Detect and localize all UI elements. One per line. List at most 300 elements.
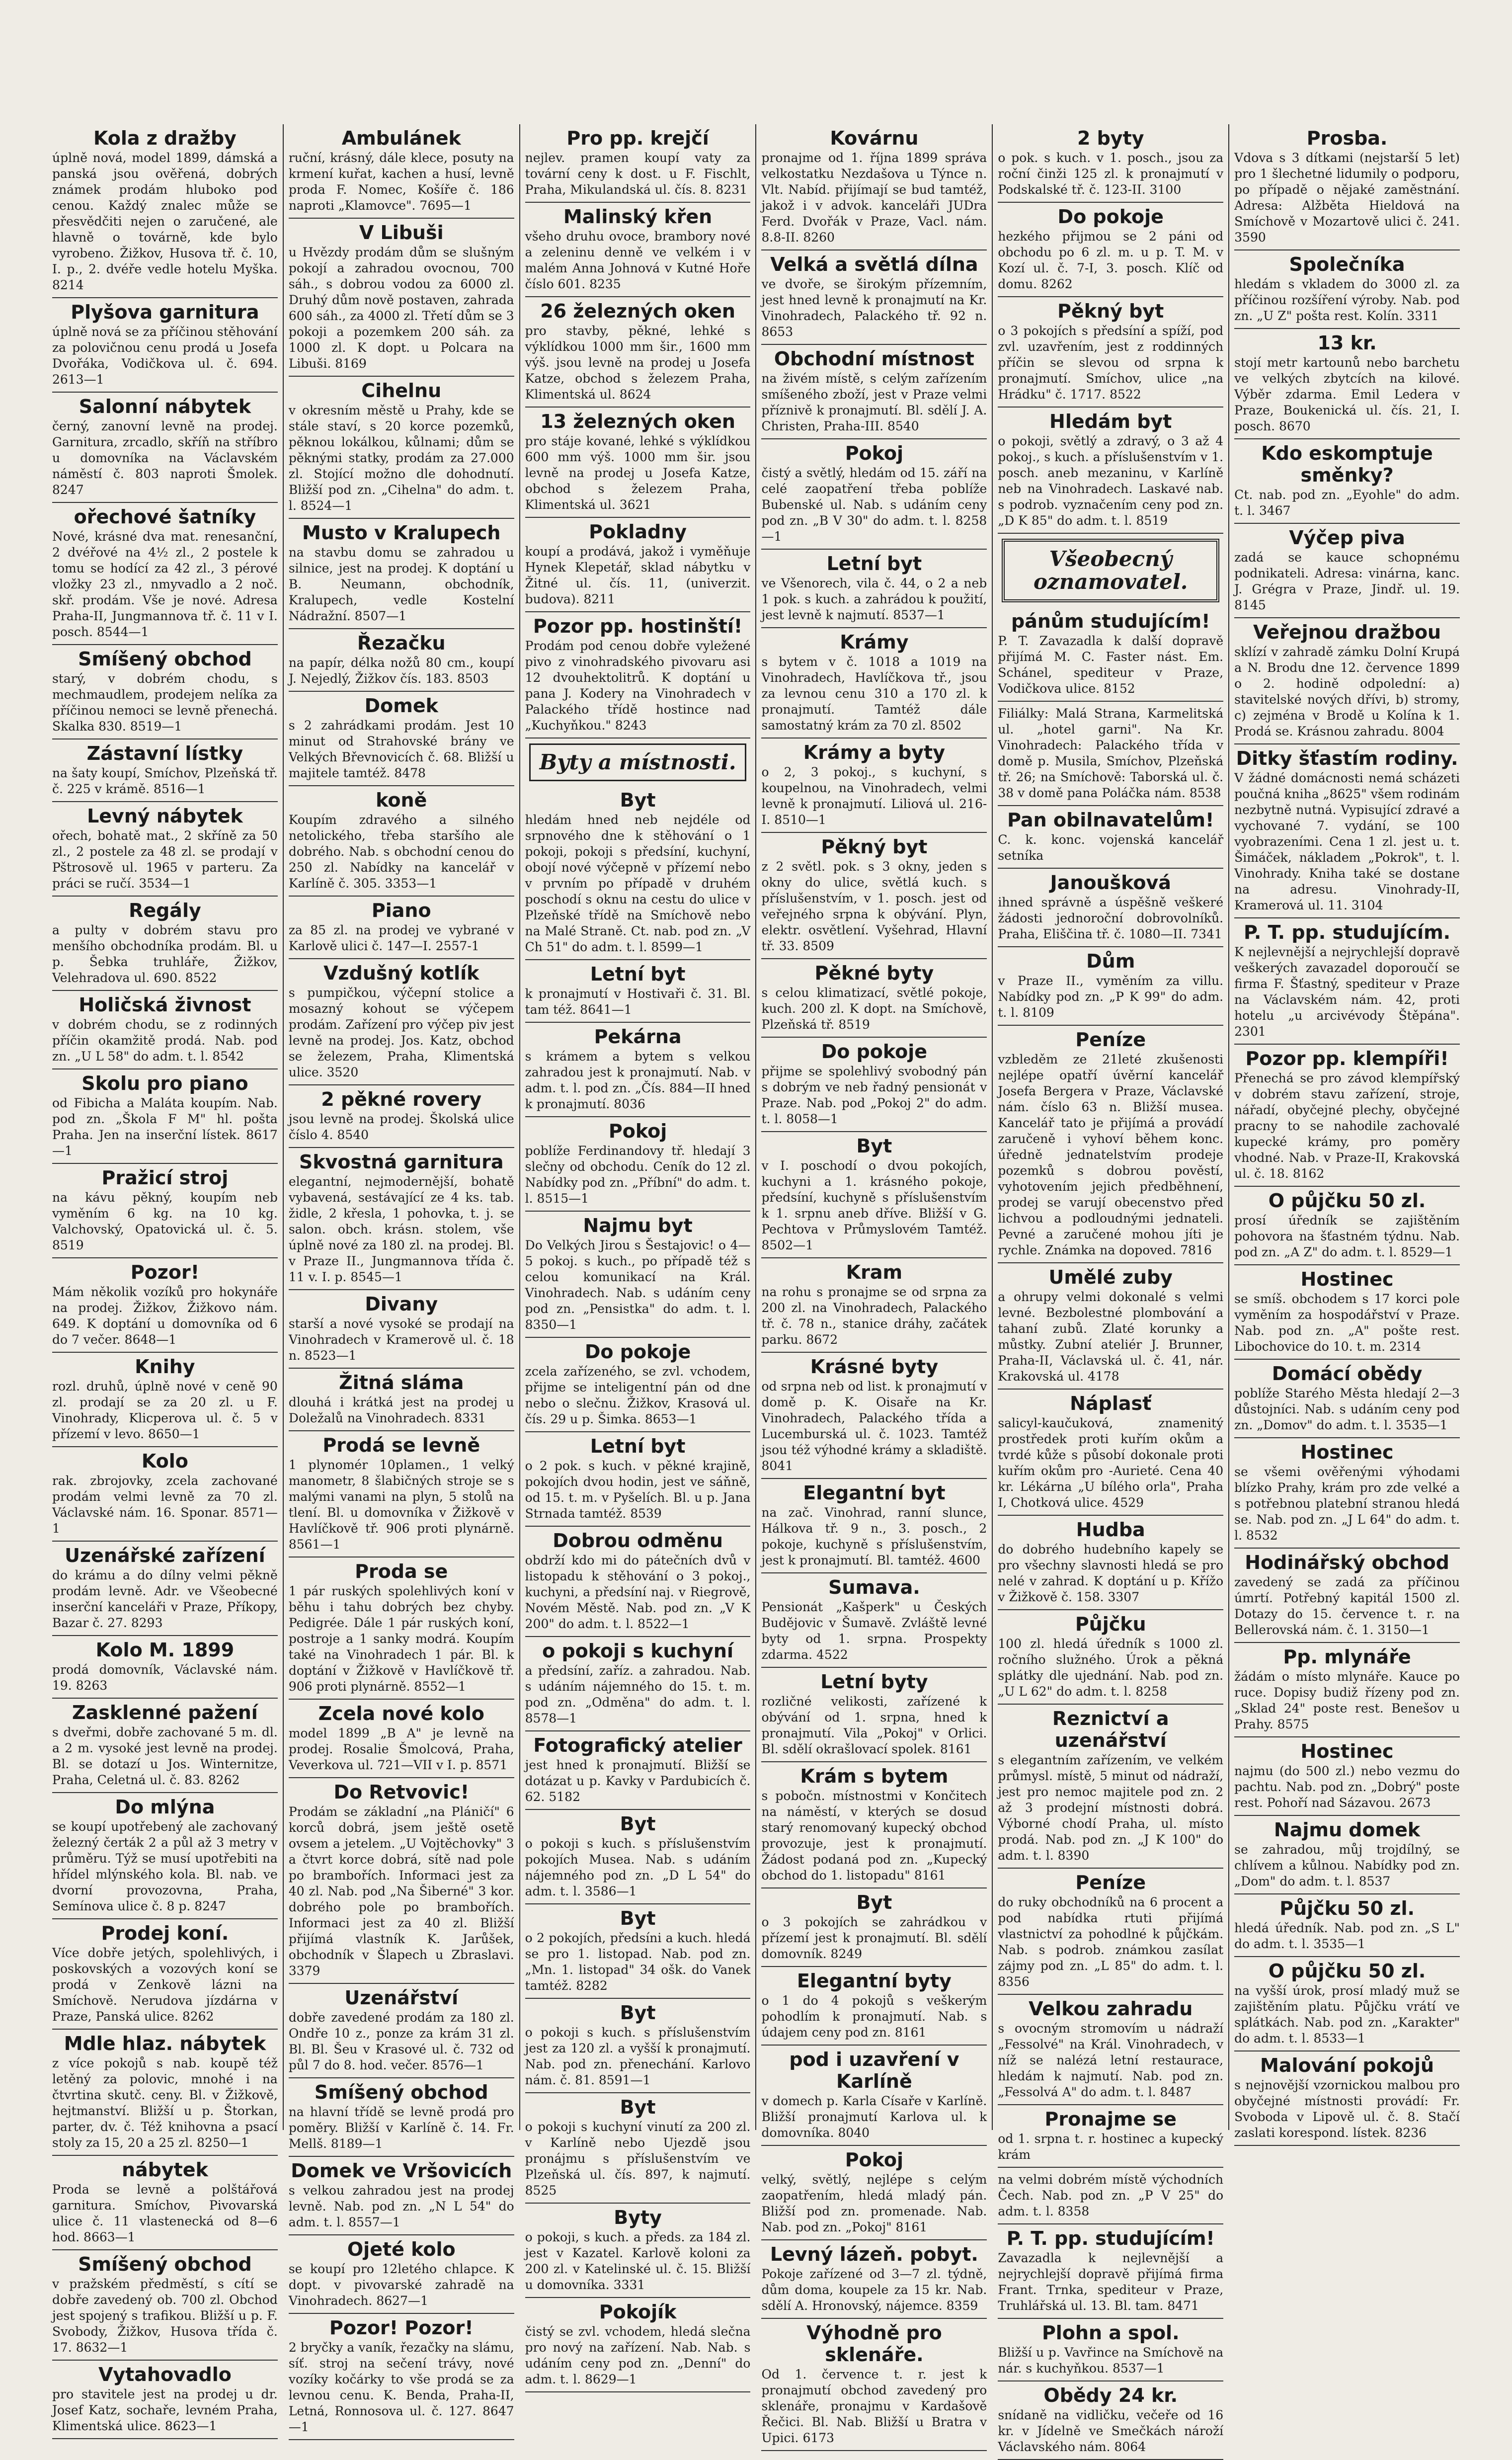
- ad-heading: Pozor pp. klempíři!: [1245, 1048, 1449, 1069]
- classified-ad: [1234, 1894, 1460, 1957]
- ad-heading: 26 železných oken: [540, 300, 735, 322]
- ad-heading: Byt: [620, 1907, 656, 1929]
- ad-heading: Kolo: [141, 1450, 188, 1472]
- ad-heading: Levný nábytek: [87, 805, 243, 827]
- ad-body: s dveřmi, dobře zachované 5 m. dl. a 2 m. vysoké jest levně na prodej. Bl. se dotazí u Jos. Winternitze, Praha, Celetná ul. č. 83. 8262: [52, 1725, 278, 1787]
- ad-heading: Pro pp. krejčí: [566, 127, 709, 149]
- classified-ad: [761, 1038, 987, 1132]
- ad-body: ořech, bohatě mat., 2 skříně za 50 zl., 2 postele za 48 zl. se prodají v Pštrosově ul. 1965 v parteru. Za práci se ručí. 3534—1: [52, 828, 278, 891]
- ad-heading: Výčep piva: [1289, 527, 1405, 549]
- ad-body: starší a nové vysoké se prodají na Vinohradech v Kramerově ul. č. 18 n. 8523—1: [288, 1316, 514, 1363]
- classified-ad: [1234, 1549, 1460, 1643]
- ad-body: s velkou zahradou jest na prodej levně. Nab. pod zn. „N L 54" do adm. t. l. 8557—1: [288, 2183, 514, 2229]
- classified-ad: [761, 1258, 987, 1353]
- classified-ad: [761, 1762, 987, 1888]
- ad-heading: Vzdušný kotlík: [323, 962, 479, 984]
- classified-ad: [52, 1793, 278, 1919]
- ad-heading: Půjčku: [1075, 1613, 1146, 1635]
- ad-heading: V Libuši: [359, 222, 444, 244]
- ad-body: ihned správně a úspěšně veškeré žádosti jednoroční dobrovolníků. Praha, Eliščina tř. č. 1080—II. 7341: [998, 895, 1224, 941]
- classified-ad: [998, 1026, 1223, 1263]
- ad-body: koupí a prodává, jakož i vyměňuje Hynek Klepetář, sklad nábytku v Žitné ul. čís. 11, (univerzit. budova). 8211: [525, 544, 751, 606]
- classified-ad: [1234, 1816, 1460, 1894]
- ad-body: rak. zbrojovky, zcela zachované prodám velmi levně za 70 zl. Václavské nám. 16. Sponar. 8571—1: [52, 1474, 278, 1536]
- ad-heading: Cihelnu: [361, 380, 442, 402]
- classified-ad: [998, 1995, 1223, 2105]
- ad-body: všeho druhu ovoce, brambory nové a zeleninu denně ve velkém i v malém Anna Johnová v Kutné Hoře číslo 601. 8235: [525, 229, 751, 291]
- ad-body: o 2 pok. s kuch. v pěkné krajině, pokojích dvou hodin, jest ve sáňně, od 15. t. m. v Pyšelích. Bl. u p. Jana Strnada tamtéž. 8539: [525, 1459, 751, 1521]
- ad-body: dobře zavedené prodám za 180 zl. Ondře 10 z., ponze za krám 31 zl. Bl. Bl. Šeu v Krasové ul. č. 732 od půl 7 do 8. hod. večer. 8576—1: [288, 2010, 514, 2072]
- ad-body: Koupím zdravého a silného netolického, třeba staršího ale dobrého. Nab. s obchodní cenou do 250 zl. Nabídky na kancelář v Karlíně č. 305. 3353—1: [288, 813, 514, 891]
- ad-heading: Vytahovadlo: [98, 2364, 232, 2385]
- ad-body: Přenechá se pro závod klempířský v dobrém stavu zařízení, stroje, nářadí, obyčejné plechy, obyčejné pracny to se nahodile zachovalé kupecké krámy, pro poměry vhodné. Nab. v Praze-II, Krakovská ul. č. 18. 8162: [1234, 1071, 1460, 1181]
- ad-heading: Výhodně pro sklenáře.: [806, 2322, 942, 2366]
- ad-heading: 2 byty: [1077, 127, 1144, 149]
- ad-body: o pokoji s kuch. s příslušenstvím pokojích Musea. Nab. s udáním nájemného pod zn. „D L 54" do adm. t. l. 3586—1: [525, 1836, 751, 1898]
- ad-body: o pokoji, s kuch. a předs. za 184 zl. jest v Kazatel. Karlově koloni za 200 zl. v Katelinské ul. č. 15. Bližší u domovníka. 3331: [525, 2230, 751, 2292]
- ad-body: s celou klimatizací, světlé pokoje, kuch. 200 zl. K dopt. na Smíchově, Plzeňská tř. 8519: [761, 985, 987, 1032]
- ad-body: ruční, krásný, dále klece, posuty na krmení kuřat, kachen a husí, levně proda F. Nomec, Košíře č. 186 naproti „Klamovce". 7695—1: [288, 151, 514, 213]
- ad-body: úplně nová, model 1899, dámská a panská jsou ověřená, dobrých známek prodám hluboko pod cenou. Každý znalec může se přesvědčiti nejen o zaručené, ale hlavně o továrně, kde bylo vyrobeno. Žižkov, Husova tř. č. 10, I. p., 2. dvéře vedle hotelu Myška. 8214: [52, 151, 278, 292]
- ad-body: jest hned k pronajmutí. Bližší se dotázat u p. Kavky v Pardubicích č. 62. 5182: [525, 1758, 751, 1804]
- ad-body: v Praze II., vyměním za villu. Nabídky pod zn. „P K 99" do adm. t. l. 8109: [998, 974, 1224, 1020]
- ad-heading: Dobrou odměnu: [553, 1530, 723, 1552]
- ad-heading: Veřejnou dražbou: [1253, 621, 1441, 643]
- ad-body: úplně nová se za příčinou stěhování za polovičnou cenu prodá u Josefa Dvořáka, Vodičkova ul. č. 694. 2613—1: [52, 325, 278, 387]
- ad-heading: 13 kr.: [1317, 332, 1377, 354]
- classified-ad: [525, 1117, 751, 1212]
- ad-column-3: [520, 124, 757, 2386]
- ad-body: elegantní, nejmodernější, bohatě vybavená, sestávající ze 4 ks. tab. židle, 2 křesla, 1 pohovka, t. j. se salon. obch. krásn. stolem, vše úplně nové za 180 zl. na prodej. Bl. v Praze II., Jungmannova třída č. 11 v. I. p. 8545—1: [288, 1174, 514, 1284]
- classified-ad: [52, 1258, 278, 1353]
- ad-body: se smíš. obchodem s 17 korci pole vyměním za hospodářství v Praze. Nab. pod zn. „A" pošte rest. Libochovice do 10. t. m. 2314: [1234, 1292, 1460, 1354]
- ad-heading: Kolo M. 1899: [95, 1639, 235, 1661]
- classified-ad: [1234, 250, 1460, 329]
- ad-heading: Peníze: [1075, 1029, 1146, 1051]
- ad-body: o pokoji s kuch. s příslušenstvím jest za 120 zl. a vyšší k pronajmutí. Nab. pod zn. přenechání. Karlovo nám. č. 81. 8591—1: [525, 2025, 751, 2087]
- ad-heading: Byt: [620, 789, 656, 811]
- ad-body: o 3 pokojích s předsíní a spíží, pod zvl. uzavřením, jest z roddinných příčin se slevou od srpna k pronajmutí. Smíchov, ulice „na Hrádku" č. 1717. 8522: [998, 324, 1224, 402]
- ad-heading: Pan obilnavatelům!: [1007, 809, 1214, 831]
- classified-ad: [761, 2146, 987, 2240]
- classified-ad: [998, 1516, 1223, 1610]
- ad-body: Zavazadla k nejlevnější a nejrychlejší dopravě přijímá firma Frant. Trnka, spediteur v Praze, Truhlářská ul. 13. Bl. tam. 8471: [998, 2251, 1224, 2313]
- section-banner: Byty a místnosti.: [529, 743, 747, 781]
- ad-body: zavedený se zadá za příčinou úmrtí. Potřebný kapitál 1500 zl. Dotazy do 15. července t. r. na Bellerovská nám. č. 1. 3150—1: [1234, 1575, 1460, 1637]
- classified-ad: [525, 612, 751, 738]
- ad-body: a ohrupy velmi dokonalé s velmi levné. Bezbolestné plombování a tahaní zubů. Zlaté korunky a můstky. Zubní ateliér J. Brunner, Praha-II, Václavská ul. č. 41, nár. Krakovská ul. 4178: [998, 1290, 1224, 1384]
- ad-heading: koně: [376, 789, 427, 811]
- ad-body: na rohu s pronajme se od srpna za 200 zl. na Vinohradech, Palackého tř. č. 78 n., stanice dráhy, začátek parku. 8672: [761, 1285, 987, 1347]
- ad-heading: Domek: [364, 695, 438, 717]
- classified-ad: [52, 503, 278, 645]
- classified-ad: [761, 1888, 987, 1967]
- classified-ad: [289, 124, 514, 219]
- ad-body: čistý a světlý, hledám od 15. září na celé zaopatření třeba poblíže Bubenské ul. Nab. s udáním ceny pod zn. „B V 30" do adm. t. l. 8258—1: [761, 466, 987, 544]
- ad-heading: Pozor pp. hostinští!: [533, 615, 743, 637]
- ad-column-6: [1229, 124, 1465, 2140]
- classified-ad: [998, 806, 1223, 869]
- ad-heading: Obědy 24 kr.: [1043, 2384, 1178, 2406]
- ad-heading: Do pokoje: [821, 1041, 928, 1063]
- classified-ad: [525, 518, 751, 612]
- ad-heading: Krám s bytem: [800, 1765, 949, 1787]
- classified-ad: [998, 869, 1223, 947]
- classified-ad: [761, 1668, 987, 1762]
- ad-body: salicyl-kaučuková, znamenitý prostředek proti kuřím okům a tvrdé kůže s působí dokonale proti kuřím okům pro -Aurieté. Cena 40 kr. Lékárna „U bílého orla", Praha I, Chotková ulice. 4529: [998, 1416, 1224, 1510]
- classified-ad: [52, 1069, 278, 1164]
- ad-body: vzbleděm ze 21leté zkušenosti nejlépe opatří úvěrní kancelář Josefa Bergera v Praze, Václavské nám. číslo 63 n. Bližší musea. Kancelář tato je přijímá a provádí zaručeně i vyhoví během konc. úředně jednatelstvím prodeje pozemků s dobrou pověstí, vyhotovením jejich předběhnení, prodej se varují obecenstvo před lichvou a podloudnými jednateli. Pevné a zaručené mohou jíti je rychle. Známka na dopoved. 7816: [998, 1052, 1224, 1257]
- ad-heading: O půjčku 50 zl.: [1268, 1190, 1426, 1212]
- ad-heading: Hodinářský obchod: [1245, 1552, 1449, 1573]
- ad-body: do ruky obchodníků na 6 procent a pod nabídka rtuti přijímá vlastnictví za pohodlné k půjčkám. Nab. s podrob. známkou zasílat zájmy pod zn. „L 85" do adm. t. l. 8356: [998, 1895, 1224, 1989]
- ad-body: o pok. s kuch. v 1. posch., jsou za roční činži 125 zl. k pronajmutí v Podskalské tř. č. 123-II. 3100: [998, 151, 1224, 197]
- ad-body: na hlavní třídě se levně prodá pro poměry. Bližší v Karlíně č. 14. Fr. Mellš. 8189—1: [288, 2105, 514, 2151]
- ad-heading: Ojeté kolo: [347, 2238, 456, 2260]
- ad-body: v okresním městě u Prahy, kde se stále staví, s 20 korce pozemků, pěknou lokálkou, kůlnami; dům se pěknými statky, prodám za 27.000 zl. Stojící možno dle dohodnutí. Bližší pod zn. „Cihelna" do adm. t. l. 8524—1: [288, 403, 514, 513]
- ad-heading: Pp. mlynáře: [1283, 1646, 1411, 1668]
- classified-ad: [1234, 2051, 1460, 2146]
- ad-heading: Letní byt: [590, 963, 686, 985]
- ad-heading: Janoušková: [1050, 872, 1171, 894]
- classified-ad: [1234, 524, 1460, 618]
- ad-body: snídaně na vidličku, večeře od 16 kr. v Jídelně ve Smečkách nároží Václavského nám. 8064: [998, 2408, 1224, 2454]
- ad-body: rozličné velikosti, zařízené k obývání od 1. srpna, hned k pronajmutí. Vila „Pokoj" v Orlici. Bl. sdělí okrašlovací spolek. 8161: [761, 1694, 987, 1756]
- classified-ad: [525, 1023, 751, 1117]
- classified-ad: [525, 408, 751, 518]
- ad-body: 1 pár ruských spolehlivých koní v běhu i tahu dobrých bez chyby. Pedigrée. Dále 1 pár ruských koní, postroje a 1 sanky modrá. Koupím také na Vinohradech 1 pár. Bl. k doptání v Žižkově v Havlíčkově tř. 906 proti plynárně. 8552—1: [288, 1584, 514, 1694]
- ad-body: se koupí upotřebený ale zachovaný železný čerták 2 a půl až 3 metry v průměru. Týž se musí upotřebiti na hřídel mlýnského kola. Bl. nab. ve dvorní provozovna, Praha, Semínova ulice č. 8 p. 8247: [52, 1819, 278, 1913]
- ad-heading: Do mlýna: [115, 1796, 215, 1818]
- classified-ad: [998, 1869, 1223, 1995]
- ad-body: Pokoje zařízené od 3—7 zl. týdně, dům doma, koupele za 15 kr. Nab. sdělí A. Hronovský, nájemce. 8359: [761, 2267, 987, 2313]
- ad-body: čistý se zvl. vchodem, hledá slečna pro nový na zařízení. Nab. Nab. s udáním ceny pod zn. „Denní" do adm. t. l. 8629—1: [525, 2324, 751, 2386]
- ad-heading: Skolu pro piano: [81, 1072, 248, 1094]
- classified-ad: [289, 1085, 514, 1148]
- ad-heading: Pozor! Pozor!: [329, 2317, 474, 2339]
- ad-heading: Prodej koní.: [101, 1922, 229, 1944]
- ad-body: poblíže Ferdinandovy tř. hledají 3 slečny od obchodu. Ceník do 12 zl. Nabídky pod zn. „Příbní" do adm. t. l. 8515—1: [525, 1144, 751, 1206]
- classified-ad: [525, 124, 751, 203]
- classified-ad: [761, 2240, 987, 2319]
- ad-heading: Zástavní lístky: [86, 742, 243, 764]
- ad-body: hledám s vkladem do 3000 zl. za příčinou rozšíření výroby. Nab. pod zn. „U Z" pošta rest. Kolín. 3311: [1234, 277, 1460, 323]
- classified-ad: [1234, 124, 1460, 250]
- ad-body: žádám o místo mlynáře. Kauce po ruce. Dopisy budiž řízeny pod zn. „Sklad 24" poste rest. Benešov u Prahy. 8575: [1234, 1669, 1460, 1731]
- classified-ad: [525, 203, 751, 297]
- ad-body: jsou levně na prodej. Školská ulice číslo 4. 8540: [288, 1112, 514, 1142]
- classified-ad: [525, 2093, 751, 2204]
- ad-heading: Půjčku 50 zl.: [1279, 1897, 1415, 1919]
- ad-heading: Hledám byt: [1049, 410, 1172, 432]
- classified-ad: [1234, 1187, 1460, 1265]
- ad-heading: Letní byt: [826, 553, 922, 574]
- ad-heading: Ambulánek: [341, 127, 461, 149]
- classified-ad: [761, 1132, 987, 1258]
- classified-ad: [289, 629, 514, 692]
- classified-ad: [289, 959, 514, 1085]
- classified-ad: [998, 2105, 1223, 2168]
- ad-heading: Pokoj: [845, 442, 904, 464]
- classified-ad: [289, 2078, 514, 2157]
- ad-heading: Náplasť: [1070, 1393, 1152, 1414]
- classified-ad: [998, 297, 1223, 408]
- ad-body: Filiálky: Malá Strana, Karmelitská ul. „hotel garni". Na Kr. Vinohradech: Palackého třída v domě p. Musila, Smíchov, Plzeňská tř. 26; na Smíchově: Taborská ul. č. 38 v domě pana Poláčka nám. 8538: [998, 706, 1224, 800]
- ad-body: k pronajmutí v Hostivaři č. 31. Bl. tam též. 8641—1: [525, 986, 751, 1017]
- ad-heading: Plohn a spol.: [1041, 2322, 1180, 2344]
- classified-ad: [761, 959, 987, 1038]
- ad-heading: pod i uzavření v Karlíně: [789, 2049, 959, 2092]
- classified-ad: [52, 1447, 278, 1542]
- classified-ad: [998, 1705, 1223, 1869]
- ad-body: o 2 pokojích, předsíni a kuch. hledá se pro 1. listopad. Nab. pod zn. „Mn. 1. listopad" 34 ošk. do Vanek tamtéž. 8282: [525, 1931, 751, 1993]
- classified-ad: [1234, 618, 1460, 744]
- ad-heading: Hostinec: [1300, 1268, 1394, 1290]
- classified-ad: [289, 2235, 514, 2314]
- ad-heading: Musto v Kralupech: [302, 522, 501, 544]
- ad-body: o 3 pokojích se zahrádkou v přízemí jest k pronajmutí. Bl. sdělí domovník. 8249: [761, 1915, 987, 1961]
- ad-heading: Letní byty: [820, 1671, 928, 1693]
- classified-ad: [1234, 1265, 1460, 1360]
- ad-body: hezkého přijmou se 2 páni od obchodu po 6 zl. m. u p. T. M. v Kozí ul. č. 7-I, 3. posch. Klíč od domu. 8262: [998, 229, 1224, 291]
- ad-body: poblíže Starého Města hledají 2—3 důstojníci. Nab. s udáním ceny pod zn. „Domov" do adm. t. l. 3535—1: [1234, 1386, 1460, 1432]
- ad-heading: Společníka: [1289, 253, 1405, 275]
- classified-ad: [52, 802, 278, 897]
- classified-ad: [525, 960, 751, 1023]
- ad-body: Prodám pod cenou dobře vyležené pivo z vinohradského pivovaru asi 12 dvouhektolitrů. K doptání u pana J. Kodery na Vinohradech v Palackého třídě hostince nad „Kuchyňkou." 8243: [525, 639, 751, 733]
- classified-ad: [289, 1290, 514, 1369]
- ad-heading: Hostinec: [1300, 1740, 1394, 1762]
- classified-ad: [1234, 1438, 1460, 1549]
- ad-body: model 1899 „B A" je levně na prodej. Rosalie Šmolcová, Praha, Veverkova ul. 721—VII v I. p. 8571: [288, 1726, 514, 1772]
- ad-heading: Hostinec: [1300, 1441, 1394, 1463]
- ad-heading: Kram: [846, 1261, 903, 1283]
- ad-body: a předsíní, zaříz. a zahradou. Nab. s udáním nájemného do 15. t. m. pod zn. „Odměna" do adm. t. l. 8578—1: [525, 1663, 751, 1725]
- ad-heading: O půjčku 50 zl.: [1268, 1960, 1426, 1982]
- ad-body: stojí metr kartounů nebo barchetu ve velkých zbytcích na kilové. Výběr zdarma. Emil Ledera v Praze, Boukenická ul. čís. 21, I. posch. 8670: [1234, 355, 1460, 433]
- ad-heading: Uzenářství: [344, 1987, 459, 2009]
- ad-body: na vyšší úrok, prosí mladý muž se zajištěním platu. Půjčku vrátí ve splátkách. Nab. pod zn. „Karakter" do adm. t. l. 8533—1: [1234, 1983, 1460, 2046]
- classified-ad: [761, 250, 987, 345]
- ad-heading: o pokoji s kuchyní: [542, 1640, 734, 1662]
- ad-body: na velmi dobrém místě východních Čech. Nab. pod zn. „P V 25" do adm. t. l. 8358: [998, 2172, 1224, 2218]
- ad-body: v I. poschodí o dvou pokojích, kuchyni a 1. krásného pokoje, předsíní, kuchyně s příslušenstvím k 1. srpnu aneb dříve. Bližší v G. Pechtova v Průmyslovém Tamtéž. 8502—1: [761, 1158, 987, 1252]
- ad-heading: Kovárnu: [830, 127, 919, 149]
- classified-ad: [289, 1148, 514, 1290]
- ad-body: sklízí v zahradě zámku Dolní Krupá a N. Brodu dne 12. července 1899 o 2. hodině odpolední: a) stavitelské nových dřívi, b) stromy, c) zejména v Brodě u Kolína k 1. Prodá se. Krásnou zahradu. 8004: [1234, 645, 1460, 738]
- classified-ad: [761, 2319, 987, 2451]
- ad-heading: Prosba.: [1306, 127, 1388, 149]
- ad-heading: Pokojík: [599, 2301, 677, 2323]
- ad-heading: 2 pěkné rovery: [321, 1088, 482, 1110]
- ad-body: K nejlevnější a nejrychlejší dopravě veškerých zavazadel doporoučí se firma F. Šťastný, spediteur v Praze na Václavském nám. 42, proti hotelu „u arcivévody Štěpána". 2301: [1234, 945, 1460, 1039]
- classified-ad: [998, 1390, 1223, 1516]
- ad-body: C. k. konc. vojenská kancelář setníka: [998, 832, 1224, 863]
- classified-ad: [52, 1699, 278, 1793]
- ad-heading: Řezačku: [357, 632, 446, 654]
- ad-body: o 2, 3 pokoj., s kuchyní, s koupelnou, na Vinohradech, velmi levně k pronajmutí. Liliová ul. 216-I. 8510—1: [761, 765, 987, 827]
- classified-ad: [1234, 1643, 1460, 1737]
- ad-body: a pulty v dobrém stavu pro menšího obchodníka prodám. Bl. u p. Šebka truhláře, Žižkov, Velehradova ul. 690. 8522: [52, 923, 278, 985]
- ad-heading: Letní byt: [590, 1435, 686, 1457]
- classified-ad: [52, 2030, 278, 2156]
- classified-ad: [761, 345, 987, 439]
- classified-ad: [525, 1637, 751, 1731]
- ad-heading: Krámy a byty: [803, 741, 945, 763]
- ad-body: Ct. nab. pod zn. „Eyohle" do adm. t. l. 3467: [1234, 488, 1460, 518]
- ad-heading: Pražicí stroj: [101, 1167, 229, 1189]
- classified-ad: [1234, 329, 1460, 439]
- classified-ad: [289, 1431, 514, 1558]
- ad-body: Bližší u p. Vavřince na Smíchově na nár. s kuchyňkou. 8537—1: [998, 2345, 1224, 2376]
- ad-body: od Fibicha a Maláta koupím. Nab. pod zn. „Škola F M" hl. pošta Praha. Jen na inserční lístek. 8617—1: [52, 1096, 278, 1158]
- ad-body: pro stáje kované, lehké s výklídkou 600 mm výš. 1000 mm šir. jsou levně na prodej u Josefa Katze, obchod s železem Praha, Klimentská ul. 3621: [525, 434, 751, 512]
- ad-heading: Domek ve Vršovicích: [291, 2160, 512, 2182]
- ad-body: od srpna neb od list. k pronajmutí v domě p. K. Oisaře na Kr. Vinohradech, Palackého třída a Lucemburská ul. č. 1023. Tamtéž jsou též výhodné krámy a skladiště. 8041: [761, 1379, 987, 1473]
- ad-heading: Pokoj: [608, 1120, 667, 1142]
- ad-body: černý, zanovní levně na prodej. Garnitura, zrcadlo, skříň na stříbro u domovníka na Václavském náměstí č. 803 naproti Šmolek. 8247: [52, 419, 278, 497]
- classified-ad: [1234, 1957, 1460, 2051]
- ad-heading: Malování pokojů: [1260, 2054, 1434, 2076]
- classified-ad: [1234, 918, 1460, 1045]
- classified-ad: [761, 1353, 987, 1479]
- classified-ad: [52, 2156, 278, 2250]
- ad-body: Vdova s 3 dítkami (nejstarší 5 let) pro 1 šlechetné lidumily o podporu, po případě o nějaké zaměstnání. Adresa: Alžběta Hieldová na Smíchově v Mozartově ulici č. 241. 3590: [1234, 151, 1460, 245]
- classified-ad: [525, 2204, 751, 2298]
- ad-body: pronajme od 1. října 1899 správa velkostatku Nezdašova u Týnce n. Vlt. Nabíd. přijímají se bud tamtéž, jakož i v advok. kanceláři JUDra Ferd. Dvořák v Praze, Vacl. nám. 8.8-II. 8260: [761, 151, 987, 245]
- ad-column-2: [284, 124, 520, 2434]
- ad-heading: pánům studujícím!: [1011, 610, 1210, 632]
- classified-ad: [525, 297, 751, 408]
- ad-heading: Reznictví a uzenářství: [1052, 1708, 1169, 1751]
- classified-ad: [289, 1984, 514, 2078]
- classified-ad: [998, 607, 1223, 702]
- ad-heading: ořechové šatníky: [74, 506, 256, 528]
- ad-heading: Malinský křen: [563, 206, 713, 228]
- ad-heading: Knihy: [135, 1356, 195, 1378]
- classified-ad: [761, 833, 987, 959]
- ad-body: Nové, krásné dva mat. renesanční, 2 dvéřové na 4½ zl., 2 postele k tomu se hodící za 42 zl., 3 pérové vložky 23 zl., nmyvadlo a 2 noč. skř. prodám. Vše je nové. Adresa Praha-II, Jungmannova tř. č. 11 v I. posch. 8544—1: [52, 529, 278, 639]
- classified-ad: [289, 1558, 514, 1700]
- classified-ad: [289, 219, 514, 377]
- classified-ad: [1234, 439, 1460, 524]
- ad-heading: Sumava.: [828, 1576, 920, 1598]
- classified-ad: [52, 298, 278, 393]
- classified-ad: [525, 1904, 751, 1999]
- classified-ad: [525, 1432, 751, 1527]
- ad-heading: Obchodní místnost: [774, 348, 974, 370]
- classified-ad: [52, 739, 278, 802]
- classified-ad: [525, 2298, 751, 2392]
- ad-heading: Pronajme se: [1044, 2108, 1177, 2130]
- ad-heading: Pekárna: [594, 1026, 682, 1048]
- ad-body: na zač. Vinohrad, ranní slunce, Hálkova tř. 9 n., 3. posch., 2 pokoje, kuchyně s příslušenstvím, jest k pronajmutí. Bl. tamtéž. 4600: [761, 1505, 987, 1567]
- ad-body: nejlev. pramen koupí vaty za tovární ceny k dost. u F. Fischlt, Praha, Mikulandská ul. čís. 8. 8231: [525, 151, 751, 197]
- ad-heading: Domácí obědy: [1272, 1363, 1423, 1385]
- ad-heading: Byty: [614, 2207, 662, 2228]
- ad-body: zcela zařízeného, se zvl. vchodem, přijme se inteligentní pán od dne nebo o slečnu. Žižkov, Krasová ul. čís. 29 u p. Šimka. 8653—1: [525, 1364, 751, 1426]
- ad-heading: Holičská živnost: [79, 994, 251, 1016]
- ad-heading: Zasklenné pažení: [72, 1702, 258, 1723]
- ad-heading: Ditky šťastím rodiny.: [1236, 747, 1458, 769]
- ad-body: velký, světlý, nejlépe s celým zaopatřením, hledá mladý pán. Bližší pod zn. promenade. Nab. Nab. pod zn. „Pokoj" 8161: [761, 2172, 987, 2234]
- classified-ad: [761, 550, 987, 628]
- classified-ad: [761, 738, 987, 833]
- classified-ad: [289, 1700, 514, 1778]
- ad-heading: Divany: [365, 1293, 438, 1315]
- ad-body: o 1 do 4 pokojů s veškerým pohodlím k pronajmutí. Nab. s údajem ceny pod zn. 8161: [761, 1993, 987, 2040]
- ad-heading: Zcela nové kolo: [318, 1703, 484, 1724]
- ad-heading: Do pokoje: [1057, 206, 1164, 228]
- ad-heading: Salonní nábytek: [79, 396, 251, 417]
- ad-heading: Najmu domek: [1273, 1819, 1421, 1841]
- classified-ad: [761, 2046, 987, 2146]
- classified-ad: [525, 1999, 751, 2093]
- ad-body: 2 bryčky a vaník, řezačky na slámu, síť. stroj na sečení trávy, nové vozíky kočárky to vše prodá se za levnou cenu. K. Benda, Praha-II, Letná, Ronnosova ul. č. 127. 8647—1: [288, 2340, 514, 2434]
- classified-ad: [761, 1967, 987, 2046]
- classified-ad: [52, 991, 278, 1069]
- ad-body: s nejnovější vzornickou malbou pro obyčejné místnosti provádí: Fr. Svoboda v Lipově ul. č. 8. Stačí zaslati korespond. lístek. 8236: [1234, 2078, 1460, 2140]
- classified-ad: [52, 124, 278, 298]
- ad-heading: Elegantní byt: [803, 1482, 946, 1504]
- ad-body: přijme se spolehlivý svobodný pán s dobrým ve neb řadný pensionát v Praze. Nab. pod „Pokoj 2" do adm. t. l. 8058—1: [761, 1064, 987, 1126]
- classified-ad: [998, 1610, 1223, 1705]
- ad-body: na kávu pěkný, koupím neb vyměním 6 kg. na 10 kg. Valchovský, Opatovická ul. č. 5. 8519: [52, 1190, 278, 1252]
- classified-ad: [289, 2157, 514, 2235]
- ad-body: zadá se kauce schopnému podnikateli. Adresa: vinárna, kanc. J. Grégra v Praze, Jindř. ul. 19. 8145: [1234, 550, 1460, 612]
- ad-body: s pobočn. místnostmi v Končitech na náměstí, v kterých se dosud starý renomovaný kupecký obchod provozuje, jest k pronajmutí. Žádost podaná pod zn. „Kupecký obchod do 1. listopadu" 8161: [761, 1789, 987, 1883]
- ad-heading: Fotografický atelier: [533, 1734, 742, 1756]
- ad-heading: Do pokoje: [584, 1341, 691, 1363]
- ad-heading: Byt: [856, 1891, 892, 1913]
- ad-column-4: [756, 124, 993, 2445]
- ad-body: 100 zl. hledá úředník s 1000 zl. ročního služného. Úrok a pěkná splátky dle ujednání. Nab. pod zn. „U L 62" do adm. t. l. 8258: [998, 1637, 1224, 1699]
- classified-ad: [52, 1164, 278, 1258]
- section-banner: Všeobecný oznamovatel.: [1002, 539, 1219, 602]
- classified-ad: [289, 786, 514, 897]
- classified-ad: [52, 2361, 278, 2439]
- ad-body: s ovocným stromovím u nádraží „Fessolvé" na Král. Vinohradech, v níž se nalézá letní restaurace, hledám k najmutí. Nab. pod zn. „Fessolvá A" do adm. t. l. 8487: [998, 2021, 1224, 2099]
- ad-body: Od 1. července t. r. jest k pronajmutí obchod zavedený pro sklenáře, pronajmu v Kardašově Řečici. Bl. Nab. Bližší u Bratra v Upici. 6173: [761, 2367, 987, 2445]
- ad-heading: Proda se: [355, 1560, 448, 1582]
- ad-body: do krámu a do dílny velmi pěkně prodám levně. Adr. ve Všeobecné inserční kanceláři v Praze, Příkopy, Bazar č. 27. 8293: [52, 1568, 278, 1630]
- ad-heading: Pěkný byt: [821, 836, 928, 858]
- ad-body: se zahradou, můj trojdílný, se chlívem a kůlnou. Nabídky pod zn. „Dom" do adm. t. l. 8537: [1234, 1842, 1460, 1888]
- ad-heading: Plyšova garnitura: [71, 301, 259, 323]
- ad-body: hledám hned neb nejdéle od srpnového dne k stěhování o 1 pokoji, pokoji s předsíní, kuchyní, obojí nové výčepně v přízemí nebo v prvním po případě v druhém poschodí s oknu na cestu do ulice v Plzeňské třídě na Smíchově nebo na Malé Straně. Ct. nab. pod zn. „V Ch 51" do adm. t. l. 8599—1: [525, 813, 751, 954]
- classified-ad: [1234, 744, 1460, 918]
- classified-ad: [525, 1810, 751, 1904]
- ad-heading: Krásné byty: [810, 1356, 939, 1378]
- classified-ad: [998, 408, 1223, 534]
- classified-ad: [998, 1263, 1223, 1390]
- classified-ad: [761, 1479, 987, 1573]
- ad-heading: Byt: [620, 2096, 656, 2118]
- ad-body: 1 plynomér 10plamen., 1 velký manometr, 8 šlabičných stroje se s malými vanami na plyn, 5 stolů na tlení. Bl. u domovníka v Žižkově v Havlíčkově tř. 906 proti plynárně. 8561—1: [288, 1458, 514, 1552]
- classified-ad: [525, 1338, 751, 1432]
- ad-heading: Pokoj: [845, 2149, 904, 2171]
- classified-ad: [289, 2314, 514, 2440]
- ad-heading: Umělé zuby: [1048, 1266, 1173, 1288]
- classified-ad: [52, 2250, 278, 2361]
- classified-ad: [525, 1212, 751, 1338]
- classified-ad: [998, 2224, 1223, 2319]
- classified-ad: [52, 1353, 278, 1447]
- classified-ad: [998, 702, 1223, 806]
- ad-heading: Krámy: [840, 631, 909, 653]
- ad-body: obdrží kdo mi do pátečních dvů v listopadu k stěhování o 3 pokoj., kuchyni, a předsíní naj. v Riegrově, Novém Městě. Nab. pod zn. „V K 200" do adm. t. l. 8522—1: [525, 1553, 751, 1631]
- ad-heading: nábytek: [121, 2159, 208, 2181]
